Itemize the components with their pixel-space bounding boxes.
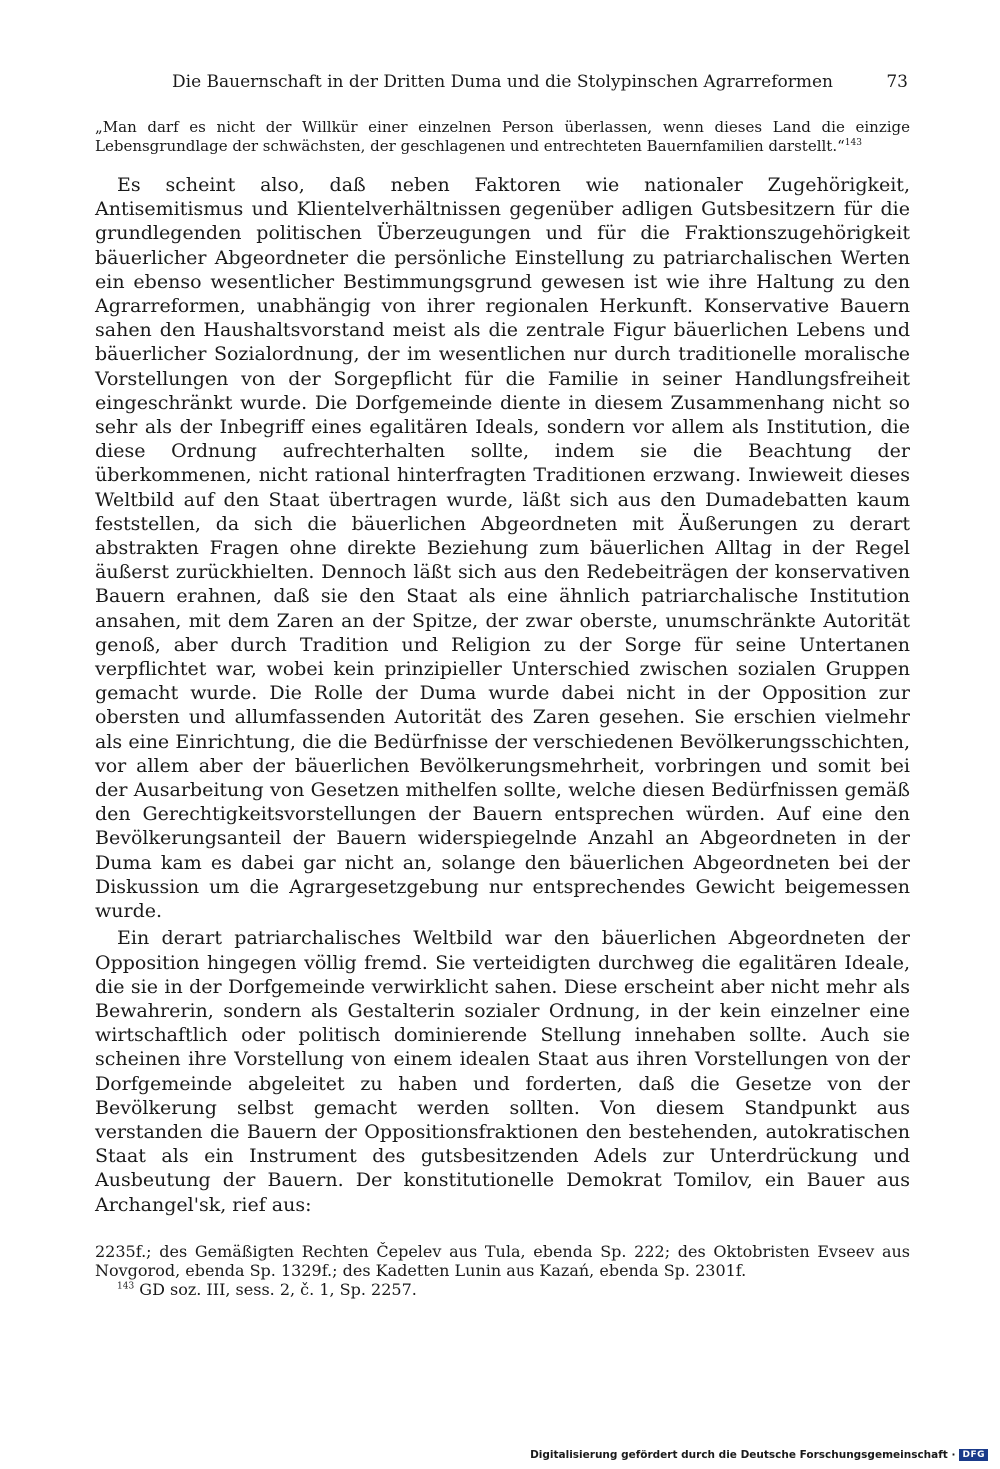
running-title: Die Bauernschaft in der Dritten Duma und die Stolypinschen Agrarreformen xyxy=(172,72,833,92)
dfg-logo: DFG xyxy=(959,1449,988,1461)
block-quote xyxy=(95,118,910,156)
body-text xyxy=(95,173,910,1220)
footnote-text: GD soz. III, sess. 2, č. 1, Sp. 2257. xyxy=(139,1280,417,1299)
document-page xyxy=(95,0,910,1469)
quote-text: „Man darf es nicht der Willkür einer einzelnen Person überlassen, wenn dieses Land die einzige Lebensgrundlage der schwächsten, der geschlagenen und entrechteten Bauernfamilien darstellt.“ xyxy=(95,118,910,155)
paragraph-1: Es scheint also, daß neben Faktoren wie nationaler Zugehörigkeit, Antisemitismus und Klientelverhältnissen gegenüber adligen Gutsbesitzern für die grundlegenden politischen Überzeugungen und für die Fraktionszugehörigkeit bäuerlicher Abgeordneter die persönliche Einstellung zu patriarchalischen Werten ein ebenso wesentlicher Bestimmungsgrund gewesen ist wie ihre Haltung zu den Agrarreformen, unabhängig von ihrer regionalen Herkunft. Konservative Bauern sahen den Haushaltsvorstand meist als die zentrale Figur bäuerlichen Lebens und bäuerlicher Sozialordnung, der im wesentlichen nur durch traditionelle moralische Vorstellungen von der Sorgepflicht für die Familie in seiner Handlungsfreiheit eingeschränkt wurde. Die Dorfgemeinde diente in diesem Zusammenhang nicht so sehr als der Inbegriff eines egalitären Ideals, sondern vor allem als Institution, die diese Ordnung aufrechterhalten sollte, indem sie die Beachtung der überkommenen, nicht rational hinterfragten Traditionen erzwang. Inwieweit dieses Weltbild auf den Staat übertragen wurde, läßt sich aus den Dumadebatten kaum feststellen, da sich die bäuerlichen Abgeordneten mit Äußerungen zu derart abstrakten Fragen ohne direkte Beziehung zum bäuerlichen Alltag in der Regel äußerst zurückhielten. Dennoch läßt sich aus den Redebeiträgen der konservativen Bauern erahnen, daß sie den Staat als eine ähnlich patriarchalische Institution ansahen, mit dem Zaren an der Spitze, der zwar oberste, unumschränkte Autorität genoß, aber durch Tradition und Religion zu der Sorge für seine Untertanen verpflichtet war, wobei kein prinzipieller Unterschied zwischen sozialen Gruppen gemacht wurde. Die Rolle der Duma wurde dabei nicht in der Opposition zur obersten und allumfassenden Autorität des Zaren gesehen. Sie erschien vielmehr als eine Einrichtung, die die Bedürfnisse der verschiedenen Bevölkerungsschichten, vor allem aber der bäuerlichen Bevölkerungsmehrheit, vorbringen und somit bei der Ausarbeitung von Gesetzen mithelfen sollte, welche diesen Bedürfnissen gemäß den Gerechtigkeitsvorstellungen der Bauern entsprechen würden. Auf eine den Bevölkerungsanteil der Bauern widerspiegelnde Anzahl an Abgeordneten in der Duma kam es dabei gar nicht an, solange den bäuerlichen Abgeordneten bei der Diskussion um die Agrargesetzgebung nur entsprechendes Gewicht beigemessen wurde. xyxy=(95,174,910,923)
footnote-143 xyxy=(95,1280,910,1299)
footnote-continuation: 2235f.; des Gemäßigten Rechten Čepelev aus Tula, ebenda Sp. 222; des Oktobristen Evseev aus Novgorod, ebenda Sp. 1329f.; des Kadetten Lunin aus Kazań, ebenda Sp. 2301f. xyxy=(95,1242,910,1280)
running-header xyxy=(95,68,910,96)
credit-text: Digitalisierung gefördert durch die Deutsche Forschungsgemeinschaft · xyxy=(530,1449,956,1461)
page-number: 73 xyxy=(886,72,908,92)
paragraph-2: Ein derart patriarchalisches Weltbild war den bäuerlichen Abgeordneten der Opposition hingegen völlig fremd. Sie verteidigten durchweg die egalitären Ideale, die sie in der Dorfgemeinde verwirklicht sahen. Diese erscheint aber nicht mehr als Bewahrerin, sondern als Gestalterin sozialer Ordnung, in der kein einzelner eine wirtschaftlich oder politisch dominierende Stellung innehaben sollte. Auch sie scheinen ihre Vorstellung von einem idealen Staat aus ihren Vorstellungen von der Dorfgemeinde abgeleitet zu haben und forderten, daß die Gesetze von der Bevölkerung selbst gemacht werden sollten. Von diesem Standpunkt aus verstanden die Bauern der Oppositionsfraktionen den bestehenden, autokratischen Staat als ein Instrument des gutsbesitzenden Adels zur Unterdrückung und Ausbeutung der Bauern. Der konstitutionelle Demokrat Tomilov, ein Bauer aus Archangel'sk, rief aus: xyxy=(95,927,910,1216)
footnotes xyxy=(95,1242,910,1299)
digitization-credit xyxy=(530,1447,988,1463)
footnote-number: 143 xyxy=(117,1281,135,1292)
footnote-ref-143: 143 xyxy=(844,138,862,148)
